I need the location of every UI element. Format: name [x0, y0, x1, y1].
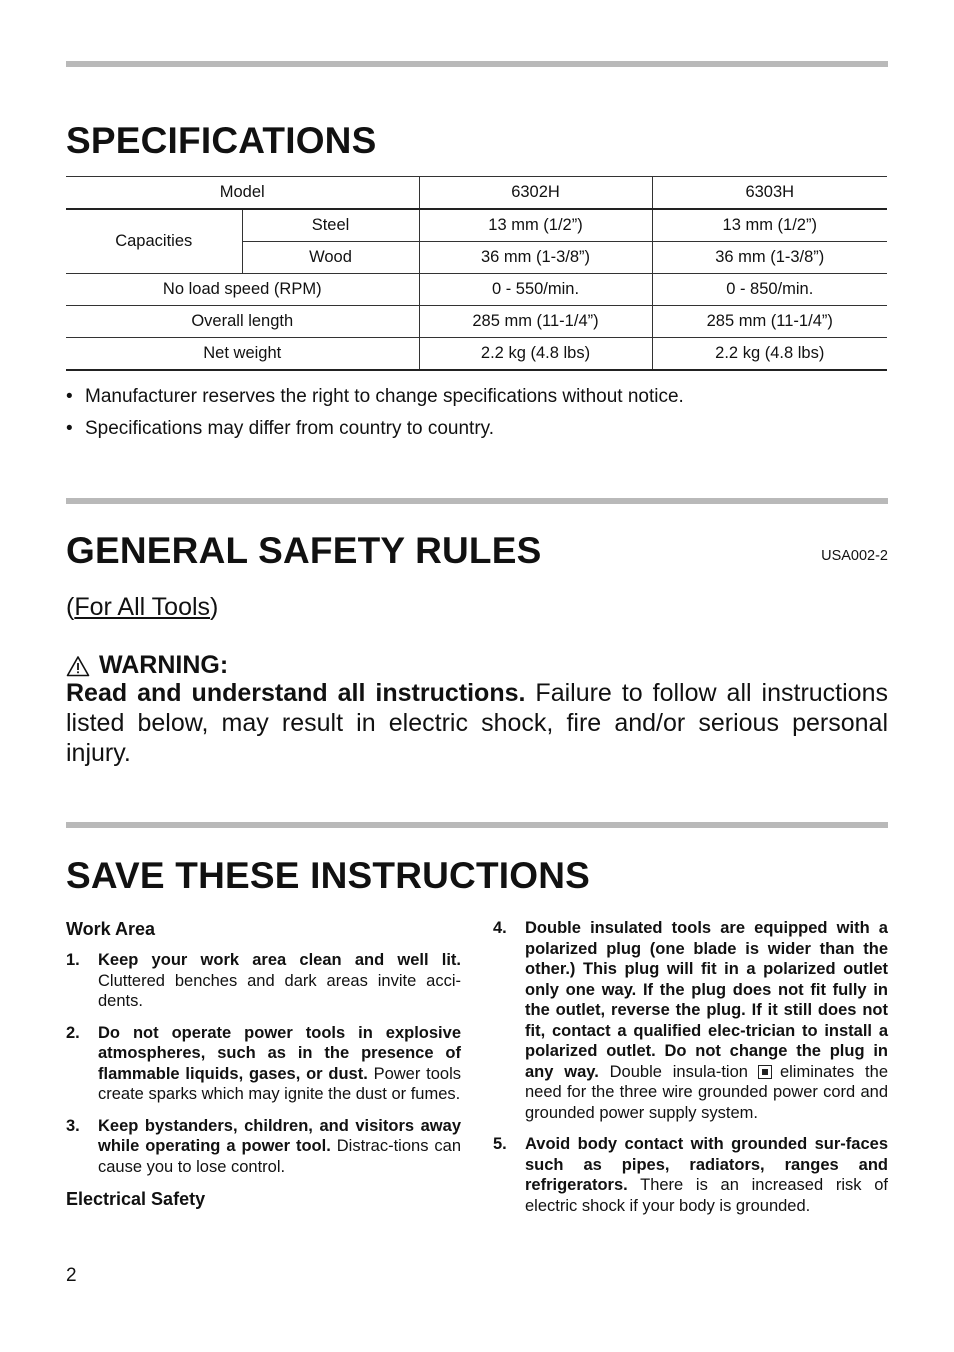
item-text: Distrac-tions can cause you to lose control. [98, 1137, 461, 1176]
subtitle-text: For All Tools [74, 593, 211, 621]
table-cell: Wood [242, 242, 419, 274]
table-cell: 13 mm (1/2”) [652, 209, 887, 242]
item-bold-text: Keep your work area clean and well lit. [98, 951, 461, 969]
table-cell: 2.2 kg (4.8 lbs) [419, 338, 652, 371]
note-text: Specifications may differ from country to country. [85, 418, 495, 439]
table-header-cell: 6302H [419, 177, 652, 210]
section-divider [66, 822, 888, 828]
bullet-icon: • [66, 386, 73, 407]
item-body [525, 918, 888, 1123]
specification-notes [66, 386, 684, 450]
note-text: Manufacturer reserves the right to change specifications without notice. [85, 386, 684, 407]
item-bold-text: Do not operate power tools in explosive atmospheres, such as in the presence of flammable liquids, gases, or dust. [98, 1023, 461, 1083]
item-number: 4. [493, 919, 507, 937]
list-item [66, 1023, 461, 1105]
warning-triangle-icon [66, 655, 90, 677]
warning-label: WARNING: [99, 651, 229, 679]
list-item [66, 950, 461, 1012]
item-number: 3. [66, 1116, 80, 1135]
table-cell: 285 mm (11-1/4”) [652, 306, 887, 338]
section-divider [66, 61, 888, 67]
left-column [66, 918, 461, 1220]
item-body [98, 1023, 461, 1105]
warning-text [66, 678, 888, 768]
item-bold-text: Avoid body contact with grounded sur-faces such as pipes, radiators, ranges and refrigerators. [525, 1135, 888, 1194]
item-number: 2. [66, 1023, 80, 1042]
table-cell: 2.2 kg (4.8 lbs) [652, 338, 887, 371]
specifications-table [66, 176, 887, 371]
item-bold-text: Keep bystanders, children, and visitors away while operating a power tool. [98, 1116, 461, 1155]
right-column [493, 918, 888, 1227]
item-body [98, 1116, 461, 1178]
list-item [493, 1134, 888, 1216]
page-number: 2 [66, 1265, 77, 1286]
table-row [66, 274, 887, 306]
item-text: Power tools create sparks which may ignite the dust or fumes. [98, 1064, 461, 1103]
table-cell: 36 mm (1-3/8”) [419, 242, 652, 274]
table-cell: 13 mm (1/2”) [419, 209, 652, 242]
list-item [66, 386, 684, 407]
list-item [66, 418, 684, 439]
general-safety-title: GENERAL SAFETY RULES [66, 530, 542, 571]
item-number: 5. [493, 1135, 507, 1153]
subtitle-close: ) [210, 593, 219, 621]
table-header-row [66, 177, 887, 210]
table-row [66, 338, 887, 371]
electrical-safety-heading: Electrical Safety [66, 1189, 206, 1209]
safety-subtitle [66, 593, 218, 622]
table-cell: Capacities [66, 209, 242, 274]
table-cell: Steel [242, 209, 419, 242]
subtitle-open: ( [66, 593, 75, 621]
work-area-heading: Work Area [66, 919, 156, 939]
warning-bold-text: Read and understand all instructions. [66, 679, 526, 707]
item-text: Cluttered benches and dark areas invite acci-dents. [98, 971, 461, 1010]
table-cell: 36 mm (1-3/8”) [652, 242, 887, 274]
warning-heading [66, 651, 228, 680]
item-body [98, 950, 461, 1012]
table-cell: 0 - 850/min. [652, 274, 887, 306]
bullet-icon: • [66, 418, 73, 439]
specifications-title: SPECIFICATIONS [66, 120, 377, 161]
item-text: eliminates the need for the three wire grounded power cord and grounded power supply system. [525, 1062, 888, 1122]
list-item [66, 1116, 461, 1178]
table-header-cell: Model [66, 177, 419, 210]
table-row [66, 209, 887, 242]
list-item [493, 918, 888, 1123]
document-code: USA002-2 [821, 548, 888, 564]
table-cell: 285 mm (11-1/4”) [419, 306, 652, 338]
table-cell: No load speed (RPM) [66, 274, 419, 306]
save-instructions-title: SAVE THESE INSTRUCTIONS [66, 855, 591, 896]
item-text: Double insula-tion [598, 1062, 748, 1081]
table-cell: Net weight [66, 338, 419, 371]
item-number: 1. [66, 951, 80, 969]
item-bold-text: Double insulated tools are equipped with a polarized plug (one blade is wider than the other.) This plug will fit in a polarized outlet only one way. If the plug does not fit fully in the outlet, reverse the plug. If it still does not fit, contact a qualified elec-trician to install a polarized outlet. Do not change the plug in any way. [525, 919, 888, 1081]
table-cell: 0 - 550/min. [419, 274, 652, 306]
table-cell: Overall length [66, 306, 419, 338]
double-insulation-icon [758, 1065, 772, 1079]
table-header-cell: 6303H [652, 177, 887, 210]
item-text: There is an increased risk of electric shock if your body is grounded. [525, 1176, 888, 1215]
item-body [525, 1134, 888, 1216]
section-divider [66, 498, 888, 504]
warning-body-text: Failure to follow all instructions listed below, may result in electric shock, fire and/or serious personal injury. [66, 679, 888, 767]
table-row [66, 306, 887, 338]
